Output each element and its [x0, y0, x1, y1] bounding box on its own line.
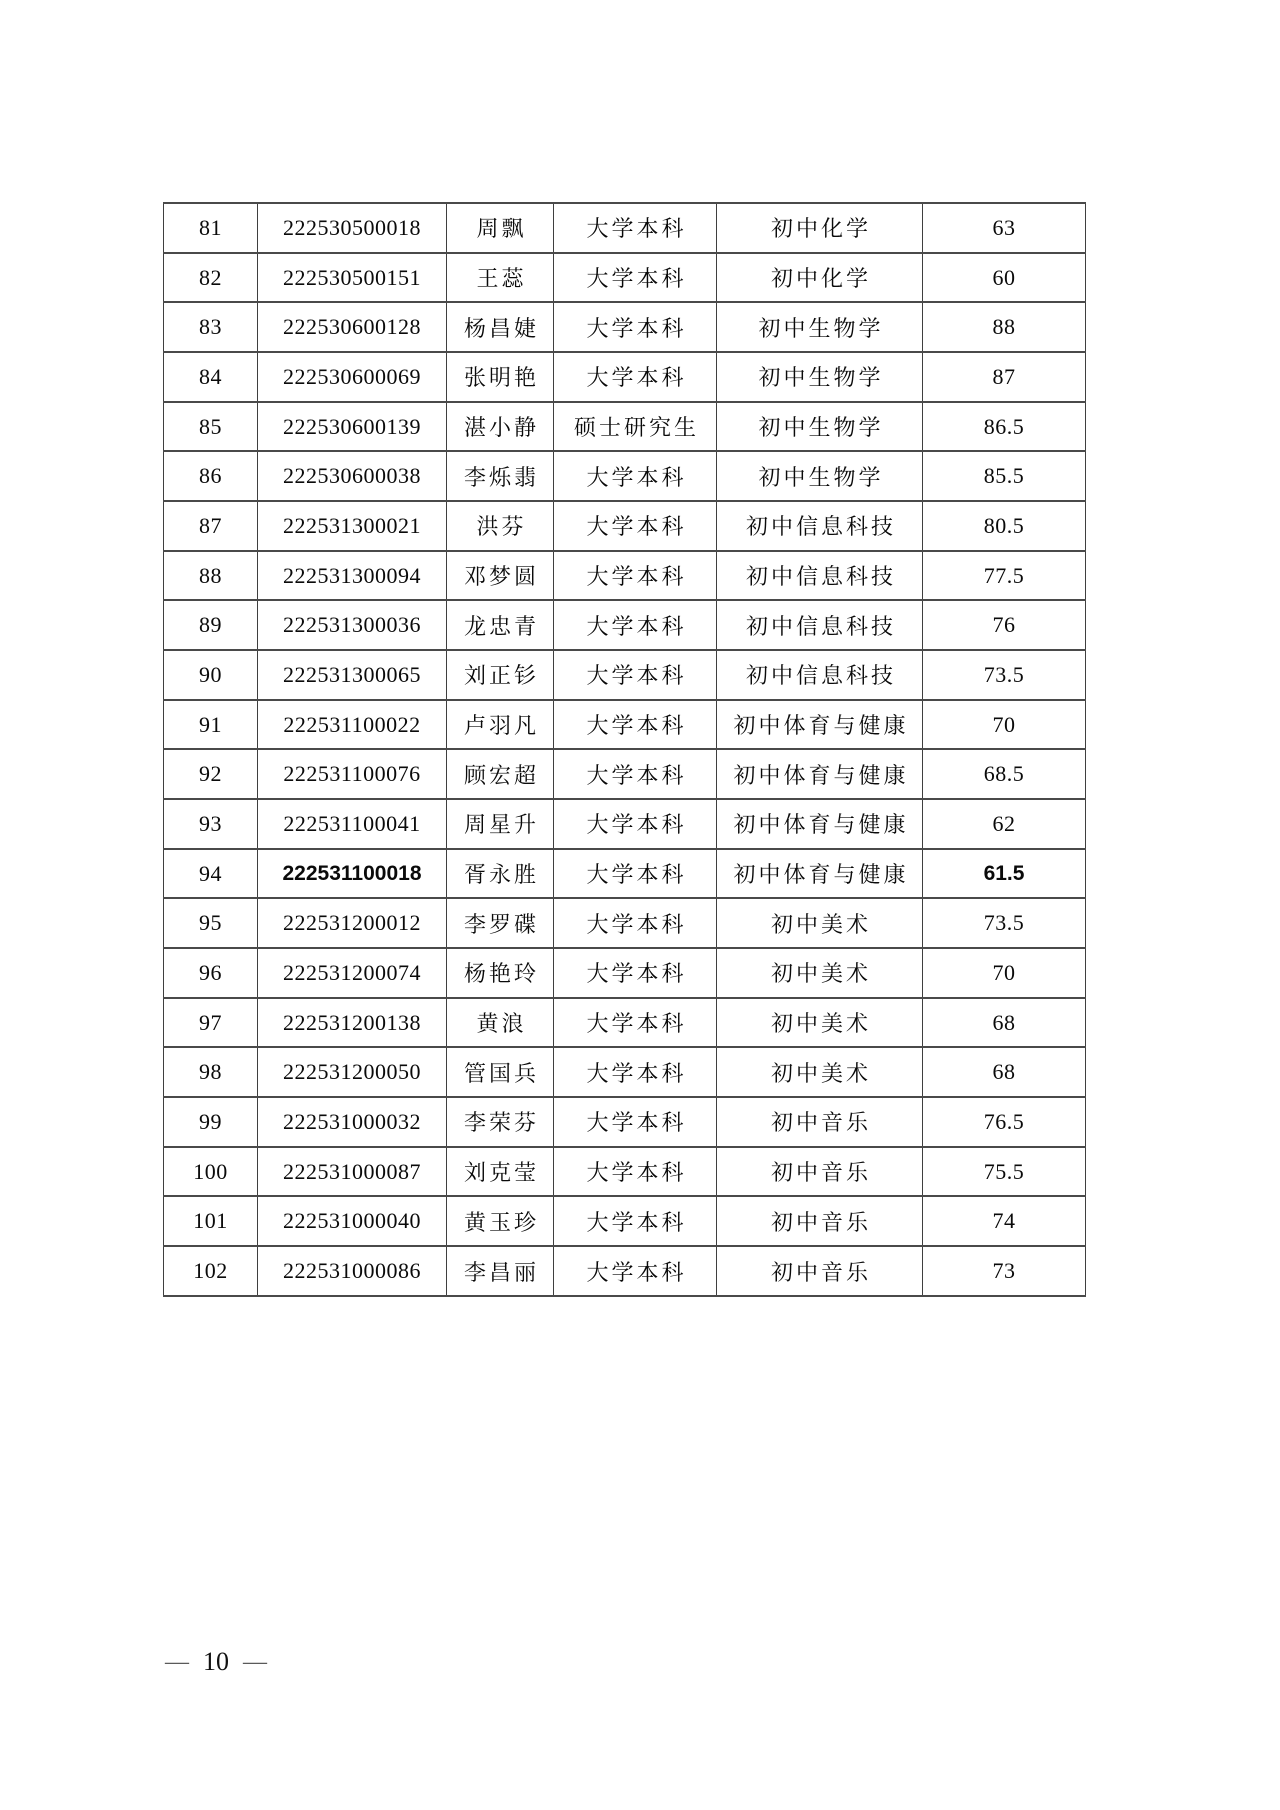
table-row — [164, 352, 1086, 402]
cell-subject: 初中生物学 — [717, 402, 923, 452]
cell-id: 222531200012 — [258, 898, 447, 948]
cell-subject: 初中美术 — [717, 1047, 923, 1097]
cell-education: 大学本科 — [554, 1097, 717, 1147]
cell-subject: 初中信息科技 — [717, 501, 923, 551]
cell-id: 222531300036 — [258, 600, 447, 650]
table-row — [164, 1246, 1086, 1296]
cell-no: 87 — [164, 501, 258, 551]
cell-name: 湛小静 — [447, 402, 554, 452]
cell-id: 222530500018 — [258, 203, 447, 253]
table-row — [164, 849, 1086, 899]
cell-education: 大学本科 — [554, 253, 717, 303]
cell-score: 74 — [923, 1196, 1086, 1246]
cell-no: 96 — [164, 948, 258, 998]
cell-subject: 初中信息科技 — [717, 551, 923, 601]
cell-name: 管国兵 — [447, 1047, 554, 1097]
cell-education: 大学本科 — [554, 302, 717, 352]
cell-subject: 初中化学 — [717, 253, 923, 303]
table-row — [164, 551, 1086, 601]
cell-score: 73.5 — [923, 650, 1086, 700]
cell-no: 98 — [164, 1047, 258, 1097]
cell-name: 李烁翡 — [447, 451, 554, 501]
results-table — [163, 202, 1086, 1297]
cell-education: 大学本科 — [554, 700, 717, 750]
cell-education: 大学本科 — [554, 749, 717, 799]
cell-id: 222530600069 — [258, 352, 447, 402]
cell-subject: 初中美术 — [717, 898, 923, 948]
cell-subject: 初中体育与健康 — [717, 700, 923, 750]
table-row — [164, 799, 1086, 849]
cell-education: 大学本科 — [554, 898, 717, 948]
cell-subject: 初中音乐 — [717, 1147, 923, 1197]
cell-id: 222531100076 — [258, 749, 447, 799]
cell-id: 222531100022 — [258, 700, 447, 750]
cell-no: 82 — [164, 253, 258, 303]
table-row — [164, 1047, 1086, 1097]
cell-subject: 初中音乐 — [717, 1097, 923, 1147]
cell-id: 222530600139 — [258, 402, 447, 452]
cell-no: 85 — [164, 402, 258, 452]
cell-score: 73 — [923, 1246, 1086, 1296]
cell-id: 222530500151 — [258, 253, 447, 303]
cell-score: 68 — [923, 998, 1086, 1048]
cell-no: 86 — [164, 451, 258, 501]
cell-no: 99 — [164, 1097, 258, 1147]
cell-no: 97 — [164, 998, 258, 1048]
cell-score: 76 — [923, 600, 1086, 650]
cell-name: 张明艳 — [447, 352, 554, 402]
cell-no: 93 — [164, 799, 258, 849]
table-row — [164, 1196, 1086, 1246]
footer-right-dash: — — [243, 1649, 267, 1675]
cell-score: 80.5 — [923, 501, 1086, 551]
cell-score: 77.5 — [923, 551, 1086, 601]
cell-subject: 初中体育与健康 — [717, 749, 923, 799]
cell-no: 84 — [164, 352, 258, 402]
table-row — [164, 1147, 1086, 1197]
cell-name: 黄玉珍 — [447, 1196, 554, 1246]
cell-id: 222531000040 — [258, 1196, 447, 1246]
table-row — [164, 402, 1086, 452]
cell-id: 222531300065 — [258, 650, 447, 700]
cell-name: 杨艳玲 — [447, 948, 554, 998]
cell-education: 大学本科 — [554, 1147, 717, 1197]
cell-name: 顾宏超 — [447, 749, 554, 799]
table-row — [164, 501, 1086, 551]
cell-id: 222530600038 — [258, 451, 447, 501]
page-number: 10 — [203, 1647, 229, 1676]
cell-education: 大学本科 — [554, 998, 717, 1048]
cell-no: 100 — [164, 1147, 258, 1197]
cell-no: 81 — [164, 203, 258, 253]
cell-name: 刘克莹 — [447, 1147, 554, 1197]
cell-education: 大学本科 — [554, 352, 717, 402]
cell-id: 222531300021 — [258, 501, 447, 551]
cell-score: 68 — [923, 1047, 1086, 1097]
table-row — [164, 948, 1086, 998]
cell-score: 61.5 — [923, 849, 1086, 899]
cell-education: 大学本科 — [554, 1196, 717, 1246]
cell-subject: 初中信息科技 — [717, 650, 923, 700]
cell-score: 73.5 — [923, 898, 1086, 948]
cell-subject: 初中体育与健康 — [717, 849, 923, 899]
cell-name: 卢羽凡 — [447, 700, 554, 750]
cell-no: 90 — [164, 650, 258, 700]
cell-name: 周飘 — [447, 203, 554, 253]
cell-name: 李荣芬 — [447, 1097, 554, 1147]
cell-education: 大学本科 — [554, 600, 717, 650]
cell-education: 硕士研究生 — [554, 402, 717, 452]
cell-id: 222531000087 — [258, 1147, 447, 1197]
cell-education: 大学本科 — [554, 1246, 717, 1296]
cell-education: 大学本科 — [554, 948, 717, 998]
cell-id: 222530600128 — [258, 302, 447, 352]
cell-subject: 初中音乐 — [717, 1196, 923, 1246]
footer-left-dash: — — [165, 1649, 189, 1675]
table-row — [164, 650, 1086, 700]
table-row — [164, 1097, 1086, 1147]
cell-id: 222531000086 — [258, 1246, 447, 1296]
cell-no: 101 — [164, 1196, 258, 1246]
cell-subject: 初中生物学 — [717, 302, 923, 352]
cell-id: 222531100018 — [258, 849, 447, 899]
cell-id: 222531200138 — [258, 998, 447, 1048]
cell-name: 周星升 — [447, 799, 554, 849]
cell-name: 洪芬 — [447, 501, 554, 551]
table-row — [164, 749, 1086, 799]
cell-name: 胥永胜 — [447, 849, 554, 899]
cell-name: 黄浪 — [447, 998, 554, 1048]
table-row — [164, 600, 1086, 650]
cell-id: 222531000032 — [258, 1097, 447, 1147]
cell-no: 88 — [164, 551, 258, 601]
cell-score: 76.5 — [923, 1097, 1086, 1147]
cell-education: 大学本科 — [554, 650, 717, 700]
cell-subject: 初中体育与健康 — [717, 799, 923, 849]
cell-education: 大学本科 — [554, 551, 717, 601]
cell-education: 大学本科 — [554, 1047, 717, 1097]
cell-education: 大学本科 — [554, 799, 717, 849]
table-row — [164, 302, 1086, 352]
table-row — [164, 998, 1086, 1048]
cell-no: 83 — [164, 302, 258, 352]
cell-name: 刘正钐 — [447, 650, 554, 700]
cell-subject: 初中音乐 — [717, 1246, 923, 1296]
cell-score: 70 — [923, 948, 1086, 998]
cell-score: 62 — [923, 799, 1086, 849]
cell-education: 大学本科 — [554, 849, 717, 899]
cell-name: 龙忠青 — [447, 600, 554, 650]
cell-score: 87 — [923, 352, 1086, 402]
cell-score: 85.5 — [923, 451, 1086, 501]
table-row — [164, 253, 1086, 303]
table-row — [164, 700, 1086, 750]
cell-no: 89 — [164, 600, 258, 650]
table-row — [164, 451, 1086, 501]
cell-education: 大学本科 — [554, 451, 717, 501]
cell-name: 李罗碟 — [447, 898, 554, 948]
cell-no: 102 — [164, 1246, 258, 1296]
cell-score: 75.5 — [923, 1147, 1086, 1197]
cell-subject: 初中生物学 — [717, 451, 923, 501]
cell-education: 大学本科 — [554, 203, 717, 253]
cell-score: 86.5 — [923, 402, 1086, 452]
cell-subject: 初中美术 — [717, 948, 923, 998]
cell-subject: 初中生物学 — [717, 352, 923, 402]
cell-no: 91 — [164, 700, 258, 750]
cell-no: 92 — [164, 749, 258, 799]
cell-id: 222531300094 — [258, 551, 447, 601]
cell-subject: 初中化学 — [717, 203, 923, 253]
table-row — [164, 898, 1086, 948]
cell-education: 大学本科 — [554, 501, 717, 551]
cell-id: 222531200050 — [258, 1047, 447, 1097]
cell-subject: 初中美术 — [717, 998, 923, 1048]
cell-score: 60 — [923, 253, 1086, 303]
cell-subject: 初中信息科技 — [717, 600, 923, 650]
page-footer — [165, 1646, 267, 1678]
cell-score: 70 — [923, 700, 1086, 750]
cell-score: 63 — [923, 203, 1086, 253]
cell-name: 杨昌婕 — [447, 302, 554, 352]
cell-score: 68.5 — [923, 749, 1086, 799]
cell-score: 88 — [923, 302, 1086, 352]
cell-name: 王蕊 — [447, 253, 554, 303]
cell-name: 邓梦圆 — [447, 551, 554, 601]
table-row — [164, 203, 1086, 253]
cell-no: 94 — [164, 849, 258, 899]
cell-name: 李昌丽 — [447, 1246, 554, 1296]
cell-id: 222531200074 — [258, 948, 447, 998]
cell-no: 95 — [164, 898, 258, 948]
cell-id: 222531100041 — [258, 799, 447, 849]
results-table-body — [164, 203, 1086, 1296]
